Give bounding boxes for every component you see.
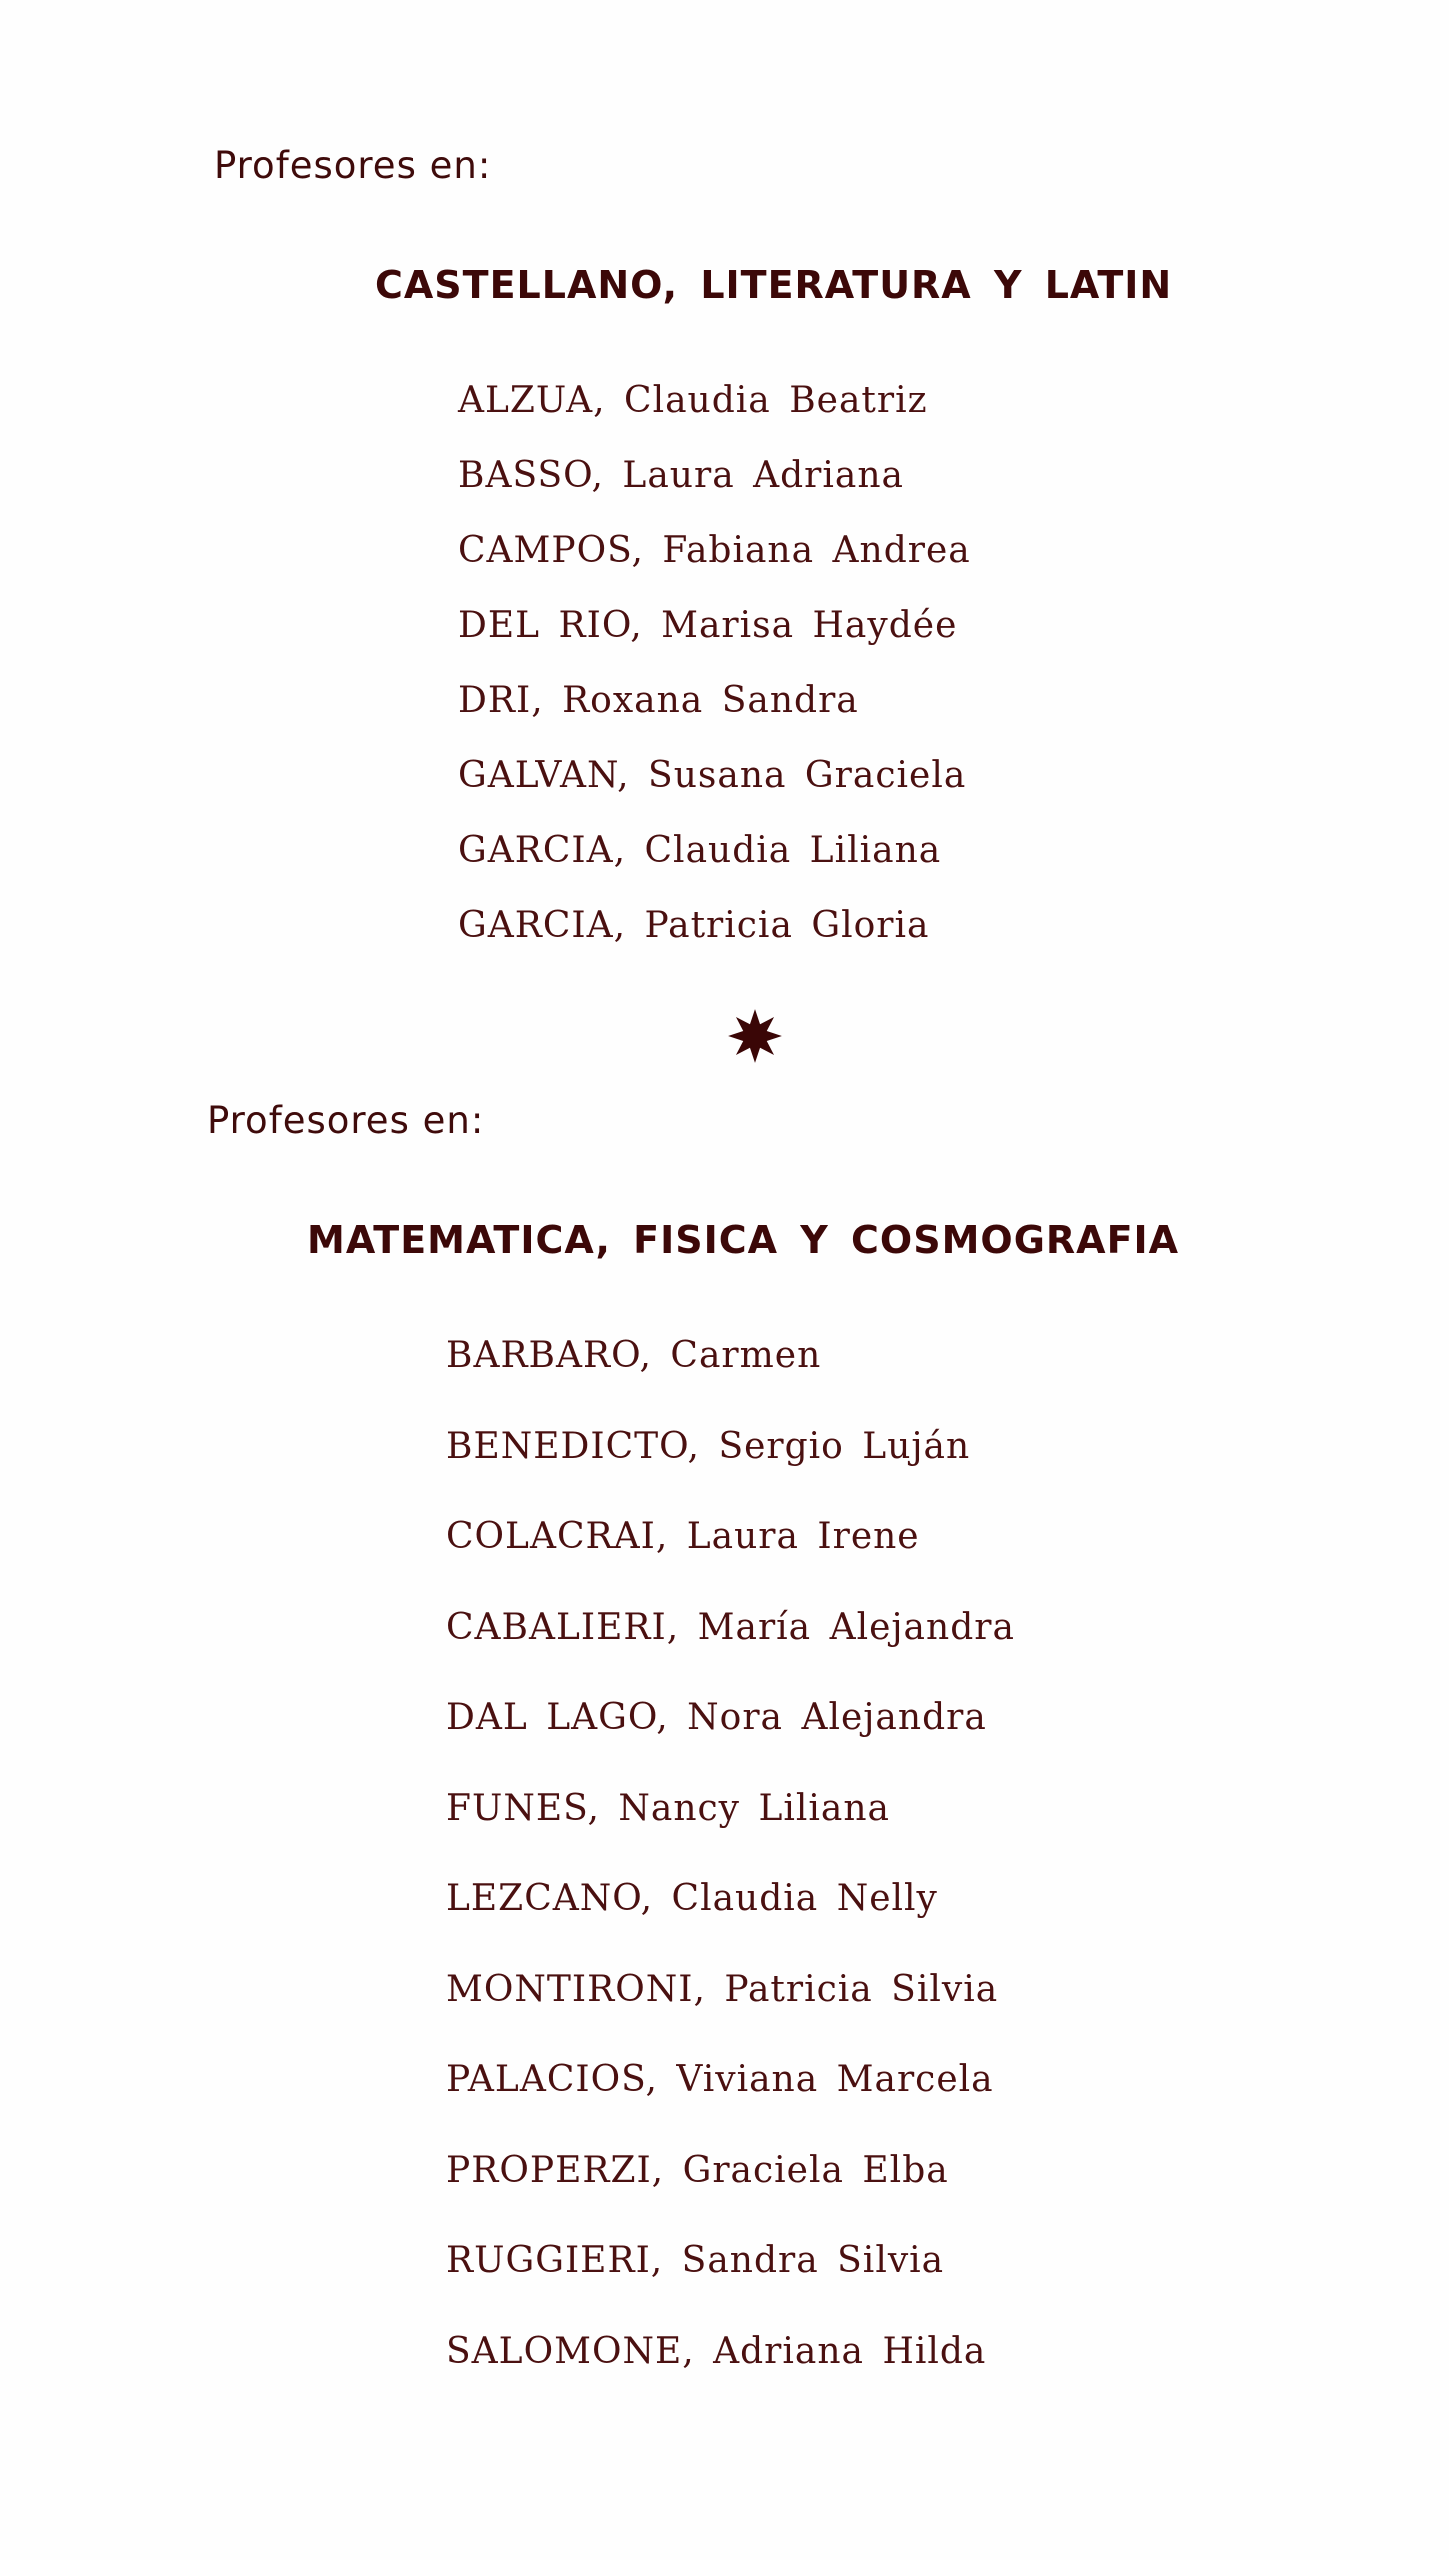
list-item: SALOMONE, Adriana Hilda	[446, 2330, 987, 2372]
list-item: DRI, Roxana Sandra	[458, 680, 859, 721]
list-item: PALACIOS, Viviana Marcela	[446, 2059, 994, 2100]
section-1-name-list	[458, 363, 971, 963]
list-item: COLACRAI, Laura Irene	[446, 1516, 920, 1557]
list-item: PROPERZI, Graciela Elba	[446, 2149, 949, 2191]
list-item: GARCIA, Claudia Liliana	[458, 830, 942, 871]
list-item: GALVAN, Susana Graciela	[458, 755, 967, 796]
list-item: FUNES, Nancy Liliana	[446, 1787, 891, 1829]
star-ornament-icon	[727, 1008, 783, 1064]
section-1-heading: CASTELLANO, LITERATURA Y LATIN	[375, 263, 1173, 307]
list-item: CABALIERI, María Alejandra	[446, 1606, 1015, 1648]
list-item: LEZCANO, Claudia Nelly	[446, 1878, 938, 1919]
section-1-intro: Profesores en:	[214, 144, 492, 187]
list-item: BASSO, Laura Adriana	[458, 455, 904, 496]
list-item: BENEDICTO, Sergio Luján	[446, 1425, 971, 1467]
list-item: DAL LAGO, Nora Alejandra	[446, 1697, 987, 1738]
list-item: GARCIA, Patricia Gloria	[458, 905, 930, 946]
section-2-heading: MATEMATICA, FISICA Y COSMOGRAFIA	[307, 1218, 1180, 1262]
list-item: MONTIRONI, Patricia Silvia	[446, 1968, 999, 2010]
list-item: DEL RIO, Marisa Haydée	[458, 605, 958, 646]
list-item: BARBARO, Carmen	[446, 1335, 822, 1376]
list-item: CAMPOS, Fabiana Andrea	[458, 530, 971, 571]
list-item: ALZUA, Claudia Beatriz	[458, 380, 928, 421]
section-2-intro: Profesores en:	[207, 1099, 485, 1142]
list-item: RUGGIERI, Sandra Silvia	[446, 2240, 945, 2281]
section-2-name-list	[446, 1311, 1015, 2397]
